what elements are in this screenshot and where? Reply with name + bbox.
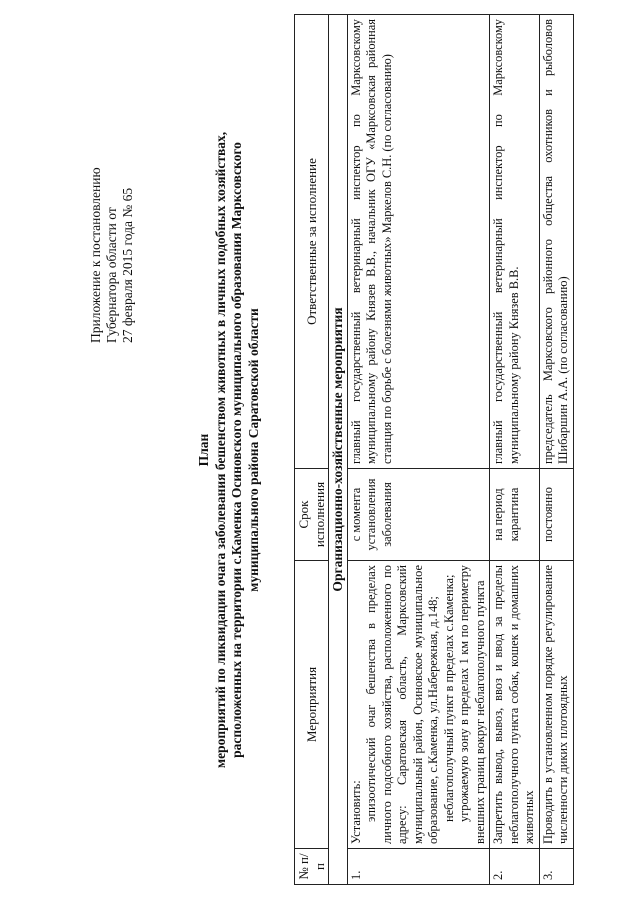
appendix-line: Приложение к постановлению	[88, 167, 103, 343]
table-row	[347, 15, 490, 885]
row-responsible: председатель Марксовского районного общества охотников и рыболовов Шибаршин А.А. (по согласованию)	[539, 15, 573, 469]
section-row	[329, 15, 348, 885]
table-row	[490, 15, 540, 885]
activity-paragraph: неблагополучный пункт в пределах с.Каменка;	[441, 574, 456, 822]
row-number: 2.	[490, 849, 540, 885]
activity-paragraph: угрожаемую зону в пределах 1 км по периметру внешних границ вокруг неблагополучного пункта	[457, 565, 487, 844]
row-term: на период карантина	[490, 469, 540, 561]
row-activity: Проводить в установленном порядке регулирование численности диких плотоядных	[539, 561, 573, 849]
row-responsible: главный государственный ветеринарный инспектор по Марксовскому муниципальному району Князев В.В.	[490, 15, 540, 469]
document-title	[196, 40, 262, 860]
column-header-responsible: Ответственные за исполнение	[295, 15, 329, 469]
activity-paragraph: эпизоотический очаг бешенства в пределах личного подсобного хозяйства, расположенного по адресу: Саратовская область, Марксовский муниципальный район, Осиновское муниципальное образование, с.Каменка, ул.Набережная, д.148;	[364, 565, 440, 844]
title-line: расположенных на территории с.Каменка Осиновского муниципального образования Марксовского	[229, 142, 244, 758]
appendix-note	[88, 33, 136, 343]
row-activity: Запретить вывод, вывоз, ввоз и ввод за пределы неблагополучного пункта собак, кошек и домашних животных	[490, 561, 540, 849]
row-activity	[347, 561, 490, 849]
plan-table	[294, 14, 574, 885]
appendix-line: Губернатора области от	[104, 207, 119, 343]
row-term: постоянно	[539, 469, 573, 561]
column-header-term: Срок исполнения	[295, 469, 329, 561]
table-header-row	[295, 15, 329, 885]
title-heading: План	[196, 433, 211, 467]
row-responsible: главный государственный ветеринарный инспектор по Марксовскому муниципальному району Князев В.В., начальник ОГУ «Марксовская районная станция по борьбе с болезнями животных» Маркелов С.Н. (по согласованию)	[347, 15, 490, 469]
section-title: Организационно-хозяйственные мероприятия	[329, 15, 348, 885]
row-number: 3.	[539, 849, 573, 885]
column-header-num: № п/п	[295, 849, 329, 885]
title-line: муниципального района Саратовской области	[245, 308, 261, 592]
column-header-activity: Мероприятия	[295, 561, 329, 849]
table-row	[539, 15, 573, 885]
row-number: 1.	[347, 849, 490, 885]
title-line: мероприятий по ликвидации очага заболевания бешенством животных в личных подобных хозяйствах,	[212, 131, 228, 769]
row-term: с момента установления заболевания	[347, 469, 490, 561]
activity-lead: Установить:	[348, 780, 363, 844]
appendix-line: 27 февраля 2015 года № 65	[120, 187, 135, 343]
